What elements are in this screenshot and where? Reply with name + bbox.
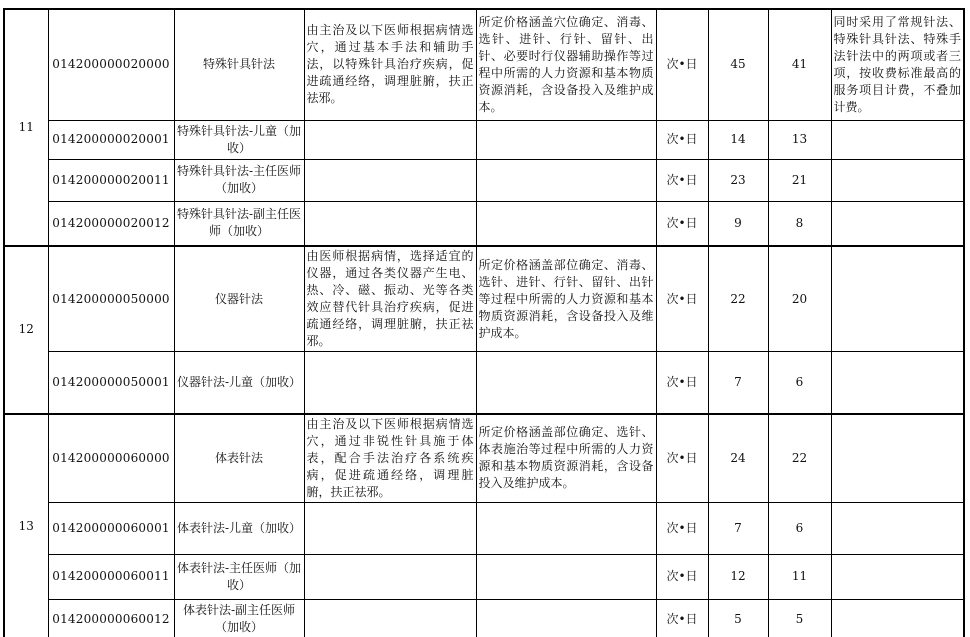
unit-cell: 次•日 [656, 120, 708, 159]
table-row [4, 246, 964, 352]
table-row [4, 9, 964, 120]
table-row [4, 414, 964, 503]
service-description-cell [304, 120, 476, 159]
service-description-cell [304, 554, 476, 599]
note-cell [831, 246, 964, 352]
service-name-cell: 仪器针法-儿童（加收） [174, 352, 304, 414]
service-description-cell [304, 159, 476, 201]
service-code-cell: 014200000020001 [48, 120, 174, 159]
price-1-cell: 45 [708, 9, 768, 120]
service-name-cell: 特殊针具针法-儿童（加收） [174, 120, 304, 159]
note-cell [831, 120, 964, 159]
price-2-cell: 21 [768, 159, 831, 201]
service-description-cell [304, 599, 476, 637]
service-code-cell: 014200000060012 [48, 599, 174, 637]
price-2-cell: 11 [768, 554, 831, 599]
table-row [4, 502, 964, 554]
price-coverage-cell [476, 159, 656, 201]
price-1-cell: 12 [708, 554, 768, 599]
service-name-cell: 体表针法-主任医师（加收） [174, 554, 304, 599]
price-2-cell: 41 [768, 9, 831, 120]
unit-cell: 次•日 [656, 159, 708, 201]
price-2-cell: 13 [768, 120, 831, 159]
note-cell [831, 159, 964, 201]
unit-cell: 次•日 [656, 352, 708, 414]
service-code-cell: 014200000020012 [48, 201, 174, 246]
price-coverage-cell: 所定价格涵盖部位确定、选针、体表施治等过程中所需的人力资源和基本物质资源消耗，含设备投入及维护成本。 [476, 414, 656, 503]
service-name-cell: 仪器针法 [174, 246, 304, 352]
price-coverage-cell [476, 201, 656, 246]
service-code-cell: 014200000020000 [48, 9, 174, 120]
price-1-cell: 9 [708, 201, 768, 246]
service-name-cell: 体表针法 [174, 414, 304, 503]
note-cell [831, 352, 964, 414]
unit-cell: 次•日 [656, 599, 708, 637]
price-coverage-cell: 所定价格涵盖部位确定、消毒、选针、进针、行针、留针、出针等过程中所需的人力资源和基本物质资源消耗，含设备投入及维护成本。 [476, 246, 656, 352]
note-cell [831, 201, 964, 246]
unit-cell: 次•日 [656, 201, 708, 246]
table-row [4, 159, 964, 201]
unit-cell: 次•日 [656, 246, 708, 352]
price-1-cell: 7 [708, 352, 768, 414]
price-1-cell: 22 [708, 246, 768, 352]
table-row [4, 554, 964, 599]
unit-cell: 次•日 [656, 9, 708, 120]
price-coverage-cell [476, 554, 656, 599]
service-code-cell: 014200000060011 [48, 554, 174, 599]
note-cell [831, 502, 964, 554]
service-code-cell: 014200000060000 [48, 414, 174, 503]
service-code-cell: 014200000060001 [48, 502, 174, 554]
service-description-cell: 由主治及以下医师根据病情选穴，通过基本手法和辅助手法，以特殊针具治疗疾病，促进疏通经络，调理脏腑，扶正祛邪。 [304, 9, 476, 120]
service-description-cell [304, 502, 476, 554]
unit-cell: 次•日 [656, 554, 708, 599]
note-cell [831, 554, 964, 599]
unit-cell: 次•日 [656, 414, 708, 503]
price-coverage-cell [476, 599, 656, 637]
fee-schedule-table-body [4, 9, 964, 637]
note-cell: 同时采用了常规针法、特殊针具针法、特殊手法针法中的两项或者三项，按收费标准最高的服务项目计费，不叠加计费。 [831, 9, 964, 120]
price-2-cell: 8 [768, 201, 831, 246]
price-1-cell: 7 [708, 502, 768, 554]
table-row [4, 599, 964, 637]
row-number-cell: 12 [4, 246, 48, 414]
service-code-cell: 014200000020011 [48, 159, 174, 201]
price-1-cell: 23 [708, 159, 768, 201]
service-name-cell: 体表针法-副主任医师（加收） [174, 599, 304, 637]
table-row [4, 201, 964, 246]
price-1-cell: 5 [708, 599, 768, 637]
service-description-cell: 由医师根据病情，选择适宜的仪器，通过各类仪器产生电、热、冷、磁、振动、光等各类效应替代针具治疗疾病，促进疏通经络，调理脏腑，扶正祛邪。 [304, 246, 476, 352]
service-description-cell [304, 201, 476, 246]
price-2-cell: 5 [768, 599, 831, 637]
price-1-cell: 24 [708, 414, 768, 503]
price-coverage-cell [476, 120, 656, 159]
note-cell [831, 599, 964, 637]
service-description-cell: 由主治及以下医师根据病情选穴，通过非锐性针具施于体表，配合手法治疗各系统疾病，促进疏通经络，调理脏腑，扶正祛邪。 [304, 414, 476, 503]
fee-schedule-table [3, 8, 965, 637]
price-coverage-cell [476, 502, 656, 554]
service-name-cell: 特殊针具针法 [174, 9, 304, 120]
note-cell [831, 414, 964, 503]
table-row [4, 352, 964, 414]
price-2-cell: 20 [768, 246, 831, 352]
price-2-cell: 6 [768, 352, 831, 414]
service-code-cell: 014200000050000 [48, 246, 174, 352]
service-description-cell [304, 352, 476, 414]
row-number-cell: 13 [4, 414, 48, 637]
service-code-cell: 014200000050001 [48, 352, 174, 414]
price-coverage-cell: 所定价格涵盖穴位确定、消毒、选针、进针、行针、留针、出针、必要时行仪器辅助操作等过程中所需的人力资源和基本物质资源消耗，含设备投入及维护成本。 [476, 9, 656, 120]
unit-cell: 次•日 [656, 502, 708, 554]
table-row [4, 120, 964, 159]
price-2-cell: 6 [768, 502, 831, 554]
price-2-cell: 22 [768, 414, 831, 503]
service-name-cell: 特殊针具针法-副主任医师（加收） [174, 201, 304, 246]
service-name-cell: 体表针法-儿童（加收） [174, 502, 304, 554]
row-number-cell: 11 [4, 9, 48, 246]
service-name-cell: 特殊针具针法-主任医师（加收） [174, 159, 304, 201]
price-coverage-cell [476, 352, 656, 414]
price-1-cell: 14 [708, 120, 768, 159]
